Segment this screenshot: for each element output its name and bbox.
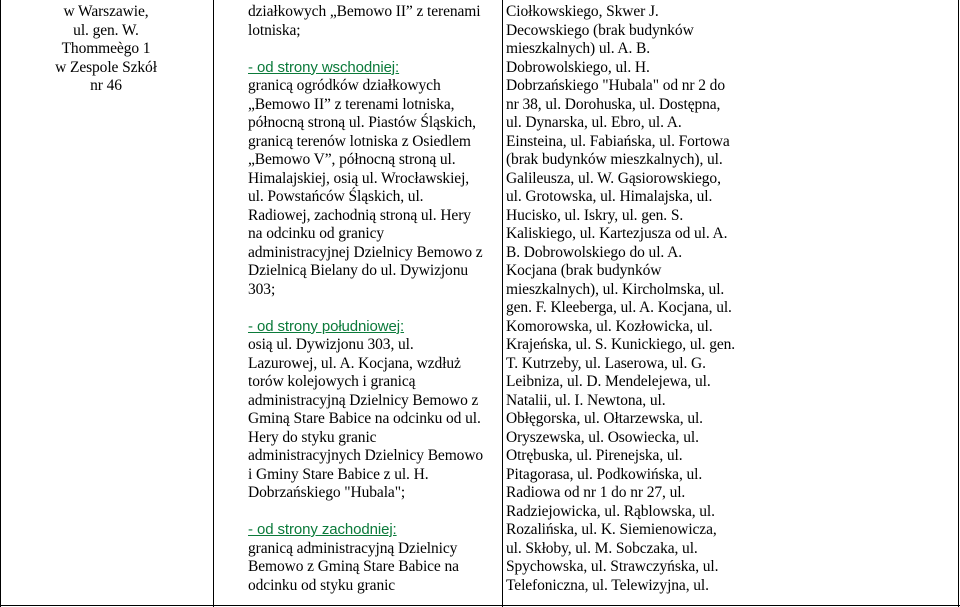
column-divider-1 (213, 0, 214, 607)
text-line: granicą terenów lotniska z Osiedlem (248, 132, 471, 150)
text-line: lotniska; (248, 21, 301, 39)
text-line: 303; (248, 280, 276, 298)
text-line: Thommeègo 1 (61, 40, 151, 57)
text-line: B. Dobrowolskiego do ul. A. (506, 243, 682, 261)
text-line: Hery do styku granic (248, 428, 377, 446)
text-line: mieszkalnych), ul. Kircholmska, ul. (506, 280, 725, 298)
text-line: Rozalińska, ul. K. Siemienowicza, (506, 521, 717, 538)
text-line: Krajeńska, ul. S. Kunickiego, ul. gen. (506, 336, 736, 353)
text-line: Kaliskiego, ul. Kartezjusza od ul. A. (506, 225, 728, 242)
east-boundary-heading: - od strony wschodniej: (248, 58, 400, 76)
text-line: Spychowska, ul. Strawczyńska, ul. (506, 558, 719, 575)
paragraph-gap (248, 503, 503, 522)
text-line: Otrębuska, ul. Pirenejska, ul. (506, 447, 683, 464)
boundary-description-cell (248, 3, 503, 595)
text-line: Bemowo z Gminą Stare Babice na (248, 558, 459, 575)
text-line: Himalajskiej, osią ul. Wrocławskiej, (248, 169, 470, 187)
west-boundary-heading: - od strony zachodniej: (248, 521, 397, 538)
text-line: Ciołkowskiego, Skwer J. (506, 3, 659, 20)
text-line: osią ul. Dywizjonu 303, ul. (248, 336, 414, 353)
text-line: Natalii, ul. I. Newtona, ul. (506, 391, 666, 409)
text-line: torów kolejowych i granicą (248, 373, 416, 390)
text-line: nr 38, ul. Dorohuska, ul. Dostępna, (506, 95, 721, 113)
text-line: ul. Grotowska, ul. Himalajska, ul. (506, 188, 713, 205)
text-line: administracyjną Dzielnicy Bemowo z (248, 391, 479, 409)
text-line: Hucisko, ul. Iskry, ul. gen. S. (506, 206, 684, 224)
text-line: granicą administracyjną Dzielnicy (248, 539, 458, 557)
text-line: działkowych „Bemowo II” z terenami (248, 3, 481, 20)
text-line: Einsteina, ul. Fabiańska, ul. Fortowa (506, 132, 730, 150)
text-line: i Gminy Stare Babice z ul. H. (248, 465, 429, 483)
text-line: ul. Skłoby, ul. M. Sobczaka, ul. (506, 539, 698, 557)
text-line: ul. Dynarska, ul. Ebro, ul. A. (506, 114, 682, 131)
text-line: „Bemowo II” z terenami lotniska, (248, 95, 455, 113)
text-line: Dobrowolskiego, ul. H. (506, 58, 650, 76)
text-line: Lazurowej, ul. A. Kocjana, wzdłuż (248, 354, 461, 372)
text-line: Dobrzańskiego "Hubala" od nr 2 do (506, 77, 725, 94)
text-line: Telefoniczna, ul. Telewizyjna, ul. (506, 576, 709, 594)
school-location-cell (26, 3, 186, 96)
text-line: Radiowa od nr 1 do nr 27, ul. (506, 484, 686, 501)
text-line: ul. Powstańców Śląskich, ul. (248, 188, 424, 205)
south-boundary-heading: - od strony południowej: (248, 317, 405, 335)
text-line: Decowskiego (brak budynków (506, 21, 694, 39)
text-line: granicą ogródków działkowych (248, 77, 441, 94)
text-line: Dobrzańskiego "Hubala"; (248, 484, 406, 501)
text-line: gen. F. Kleeberga, ul. A. Kocjana, ul. (506, 299, 732, 316)
text-line: Radiowej, zachodnią stroną ul. Hery (248, 206, 471, 224)
text-line: administracyjnej Dzielnicy Bemowo z (248, 243, 483, 261)
text-line: Dzielnicą Bielany do ul. Dywizjonu (248, 262, 469, 279)
text-line: nr 46 (90, 77, 122, 94)
text-line: Gminą Stare Babice na odcinku od ul. (248, 410, 481, 427)
paragraph-gap (248, 299, 503, 318)
text-line: północną stroną ul. Piastów Śląskich, (248, 114, 476, 131)
text-line: Komorowska, ul. Kozłowicka, ul. (506, 317, 713, 335)
text-line: Radziejowicka, ul. Rąblowska, ul. (506, 502, 715, 520)
text-line: ul. gen. W. (73, 21, 139, 39)
text-line: na odcinku od granicy (248, 225, 385, 242)
street-list-cell (506, 3, 758, 595)
text-line: T. Kutrzeby, ul. Laserowa, ul. G. (506, 354, 706, 372)
text-line: Galileusza, ul. W. Gąsiorowskiego, (506, 169, 721, 187)
column-divider-3 (958, 0, 959, 607)
text-line: (brak budynków mieszkalnych), ul. (506, 151, 723, 168)
text-line: w Warszawie, (63, 3, 149, 20)
text-line: Pitagorasa, ul. Podkowińska, ul. (506, 465, 703, 483)
text-line: Obłęgorska, ul. Ołtarzewska, ul. (506, 410, 703, 427)
text-line: w Zespole Szkół (55, 58, 157, 76)
text-line: Leibniza, ul. D. Mendelejewa, ul. (506, 373, 711, 390)
text-line: Kocjana (brak budynków (506, 262, 662, 279)
text-line: Oryszewska, ul. Osowiecka, ul. (506, 428, 699, 446)
text-line: odcinku od styku granic (248, 576, 396, 594)
text-line: „Bemowo V”, północną stroną ul. (248, 151, 456, 168)
paragraph-gap (248, 40, 503, 59)
text-line: mieszkalnych) ul. A. B. (506, 40, 651, 57)
table-row-bottom-border (0, 605, 960, 606)
text-line: administracyjnych Dzielnicy Bemowo (248, 447, 484, 464)
table-border-left (0, 0, 1, 607)
